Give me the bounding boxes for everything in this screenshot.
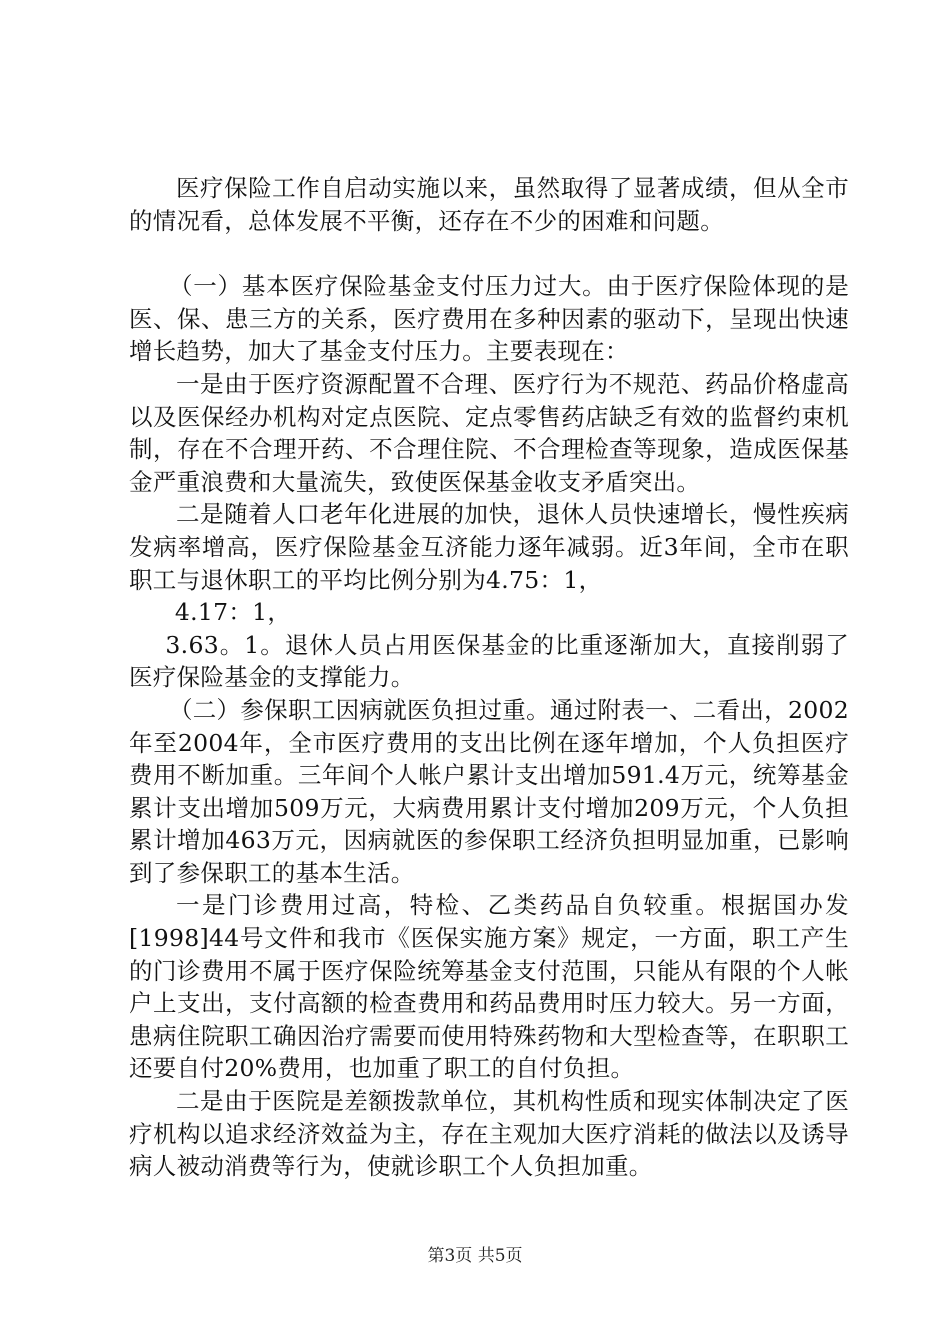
paragraph-outpatient-costs: 一是门诊费用过高，特检、乙类药品自负较重。根据国办发[1998]44号文件和我市《医保实施方案》规定，一方面，职工产生的门诊费用不属于医疗保险统筹基金支付范围，只能从有限的个人帐户上支出，支付高额的检查费用和药品费用时压力较大。另一方面，患病住院职工确因治疗需要而使用特殊药物和大型检查等，在职职工还要自付20%费用，也加重了职工的自付负担。 [129,891,849,1083]
page-footer: 第3页 共5页 [427,1246,523,1266]
paragraph-hospital-funding: 二是由于医院是差额拨款单位，其机构性质和现实体制决定了医疗机构以追求经济效益为主，存在主观加大医疗消耗的做法以及诱导病人被动消费等行为，使就诊职工个人负担加重。 [129,1087,849,1181]
paragraph-intro: 医疗保险工作自启动实施以来，虽然取得了显著成绩，但从全市的情况看，总体发展不平衡，还存在不少的困难和问题。 [129,174,849,235]
paragraph-section-one-heading: （一）基本医疗保险基金支付压力过大。由于医疗保险体现的是医、保、患三方的关系，医疗费用在多种因素的驱动下，呈现出快速增长趋势，加大了基金支付压力。主要表现在： [129,272,849,366]
paragraph-point-two: 二是随着人口老年化进展的加快，退休人员快速增长，慢性疾病发病率增高，医疗保险基金互济能力逐年减弱。近3年间，全市在职职工与退休职工的平均比例分别为4.75：1， [129,500,849,594]
paragraph-point-one: 一是由于医疗资源配置不合理、医疗行为不规范、药品价格虚高以及医保经办机构对定点医院、定点零售药店缺乏有效的监督约束机制，存在不合理开药、不合理住院、不合理检查等现象，造成医保基金严重浪费和大量流失，致使医保基金收支矛盾突出。 [129,369,849,496]
paragraph-section-two-heading: （二）参保职工因病就医负担过重。通过附表一、二看出，2002年至2004年，全市医疗费用的支出比例在逐年增加，个人负担医疗费用不断加重。三年间个人帐户累计支出增加591.4万元，统筹基金累计支出增加509万元，大病费用累计支付增加209万元，个人负担累计增加463万元，因病就医的参保职工经济负担明显加重，已影响到了参保职工的基本生活。 [129,695,849,887]
document-body [129,172,849,1183]
paragraph-ratio-line: 4.17：1， [174,598,292,627]
paragraph-ratio-continuation: 3.63。1。退休人员占用医保基金的比重逐渐加大，直接削弱了医疗保险基金的支撑能力。 [129,630,849,692]
